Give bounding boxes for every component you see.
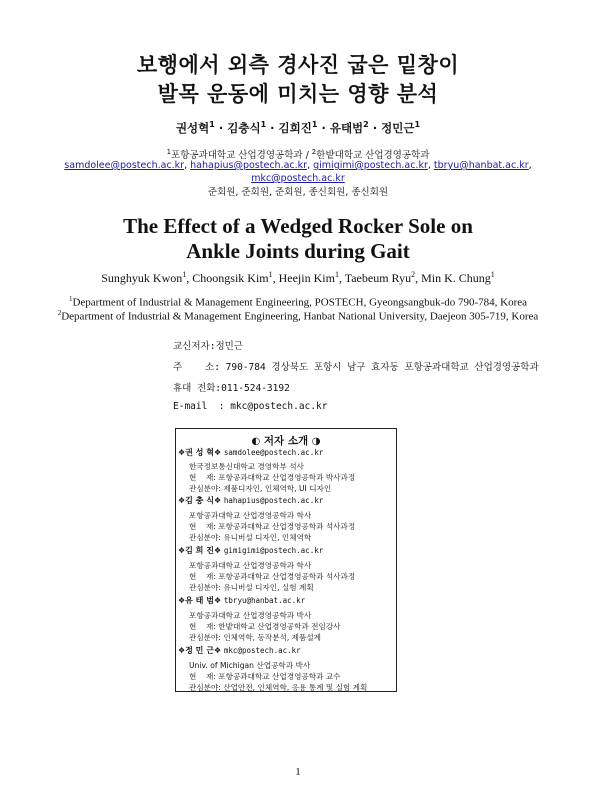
- diamond-bullet-icon: ❖: [213, 448, 222, 457]
- korean-author-name: 김희진: [278, 121, 312, 135]
- bio-line: 관심분야: 유니버설 디자인, 인체역학: [189, 533, 312, 542]
- korean-author-name: 유태범: [329, 121, 364, 135]
- bio-box-title: 저자 소개: [260, 435, 312, 447]
- korean-authors: [0, 120, 596, 136]
- english-authors: [0, 270, 596, 286]
- english-author-name: Taebeum Ryu: [344, 271, 412, 285]
- affiliation-1: 포항공과대학교 산업경영공학과 /: [171, 150, 312, 162]
- bio-name-text: 유 태 범: [185, 596, 214, 605]
- bio-line: 현 재: 포항공과대학교 산업경영공학과 박사과정: [189, 473, 356, 482]
- english-author-name: Heejin Kim: [278, 271, 335, 285]
- bio-line: 현 재: 포항공과대학교 산업경영공학과 교수: [189, 672, 341, 681]
- phone-label: 휴대 전화:: [173, 383, 222, 394]
- author-affiliation-mark: 1: [268, 270, 273, 279]
- author-affiliation-mark: 1: [414, 120, 421, 130]
- membership: 준회원, 준회원, 준회원, 종신회원, 종신회원: [207, 187, 389, 198]
- author-bio-box: [175, 428, 397, 692]
- affiliation-text: Department of Industrial & Management Engineering, Hanbat National University, Daejeon 305-719, Korea: [61, 310, 539, 323]
- affiliation-2: 한밭대학교 산업경영공학과: [316, 150, 430, 162]
- diamond-bullet-icon: ❖: [178, 448, 186, 457]
- email-separator: ,: [307, 160, 314, 171]
- bio-line: 현 재: 한밭대학교 산업경영공학과 전임강사: [189, 622, 341, 631]
- bio-name-text: 김 희 진: [185, 546, 214, 555]
- diamond-bullet-icon: ❖: [213, 596, 222, 605]
- author-affiliation-mark: 1: [334, 270, 339, 279]
- bio-line: 포항공과대학교 산업경영공학과 박사: [189, 611, 312, 620]
- author-separator: ·: [368, 121, 382, 135]
- bio-name-text: 권 성 혁: [185, 448, 214, 457]
- author-emails: [0, 159, 596, 173]
- author-affiliation-mark: 1: [182, 270, 187, 279]
- bio-email: gimigimi@postech.ac.kr: [223, 546, 324, 555]
- phone: [173, 380, 290, 394]
- email-link[interactable]: gimigimi@postech.ac.kr: [313, 160, 428, 171]
- bio-line: Univ. of Michigan 산업공학과 박사: [189, 661, 311, 670]
- bio-line: 관심분야: 산업안전, 인체역학, 응용 통계 및 실험 계획: [189, 683, 368, 692]
- diamond-bullet-icon: ❖: [178, 496, 186, 505]
- affiliation-mark: 2: [311, 148, 317, 156]
- bio-email: samdolee@postech.ac.kr: [223, 448, 324, 457]
- diamond-bullet-icon: ❖: [213, 646, 222, 655]
- bio-line: 포항공과대학교 산업경영공학과 학사: [189, 561, 312, 570]
- english-author-name: Sunghyuk Kwon: [101, 271, 183, 285]
- address: [173, 359, 539, 373]
- email-link[interactable]: tbryu@hanbat.ac.kr: [433, 160, 529, 171]
- email-value: mkc@postech.ac.kr: [230, 401, 328, 412]
- bio-author-name: [178, 495, 323, 506]
- bio-line: 관심분야: 인체역학, 동작분석, 제품설계: [189, 633, 321, 642]
- affiliation-mark: 2: [57, 309, 62, 317]
- affiliation-text: Department of Industrial & Management Engineering, POSTECH, Gyeongsangbuk-do 790-784, Korea: [72, 296, 528, 309]
- author-separator: ,: [272, 271, 279, 285]
- bio-author-name: [178, 545, 323, 556]
- diamond-bullet-icon: ❖: [178, 596, 186, 605]
- email-separator: ,: [528, 160, 532, 171]
- author-separator: ·: [266, 121, 279, 135]
- korean-author-name: 권성혁: [175, 121, 210, 135]
- bio-author-name: [178, 645, 301, 656]
- email-separator: ,: [184, 160, 191, 171]
- author-separator: ,: [186, 271, 193, 285]
- author-separator: ·: [317, 121, 330, 135]
- english-title-line1: The Effect of a Wedged Rocker Sole on: [123, 214, 473, 238]
- contact-email: [173, 401, 327, 412]
- author-emails-line2: [0, 172, 596, 186]
- address-label: 주 소:: [173, 362, 226, 373]
- author-separator: ·: [214, 121, 228, 135]
- email-separator: ,: [427, 160, 434, 171]
- bio-line: 포항공과대학교 산업경영공학과 학사: [189, 511, 312, 520]
- author-affiliation-mark: 2: [411, 270, 416, 279]
- diamond-bullet-icon: ❖: [213, 546, 222, 555]
- bio-line: 관심분야: 제품디자인, 인체역학, UI 디자인: [189, 484, 332, 493]
- author-affiliation-mark: 1: [490, 270, 495, 279]
- page-number: 1: [295, 766, 301, 778]
- bio-author-name: [178, 595, 305, 606]
- korean-author-name: 김충식: [227, 121, 261, 135]
- english-title-line2: Ankle Joints during Gait: [186, 239, 410, 263]
- email-label: E-mail :: [173, 401, 231, 412]
- bio-box-header: [176, 433, 396, 448]
- author-affiliation-mark: 1: [311, 120, 318, 130]
- affiliation-mark: 1: [166, 148, 172, 156]
- email-link[interactable]: mkc@postech.ac.kr: [251, 173, 345, 184]
- corresponding-author: [173, 338, 243, 352]
- diamond-bullet-icon: ❖: [213, 496, 222, 505]
- email-link[interactable]: samdolee@postech.ac.kr: [64, 160, 185, 171]
- korean-author-name: 정민근: [381, 121, 415, 135]
- half-circle-right-icon: ◑: [311, 436, 321, 447]
- diamond-bullet-icon: ❖: [178, 646, 186, 655]
- english-author-name: Min K. Chung: [421, 271, 491, 285]
- email-link[interactable]: hahapius@postech.ac.kr: [190, 160, 308, 171]
- author-separator: ,: [338, 271, 345, 285]
- diamond-bullet-icon: ❖: [178, 546, 186, 555]
- bio-line: 관심분야: 유니버설 디자인, 실험 계획: [189, 583, 314, 592]
- corresponding-value: 정민근: [215, 341, 243, 352]
- affiliation-mark: 1: [68, 295, 73, 303]
- bio-name-text: 김 충 식: [185, 496, 214, 505]
- english-author-name: Choongsik Kim: [192, 271, 269, 285]
- bio-line: 한국정보통신대학교 경영학부 석사: [189, 462, 304, 471]
- bio-email: mkc@postech.ac.kr: [223, 646, 301, 655]
- bio-email: hahapius@postech.ac.kr: [223, 496, 324, 505]
- bio-name-text: 정 민 근: [185, 646, 214, 655]
- author-separator: ,: [415, 271, 422, 285]
- korean-title-line2: 발목 운동에 미치는 영향 분석: [157, 82, 439, 106]
- korean-title-line1: 보행에서 외측 경사진 굽은 밑창이: [136, 53, 460, 77]
- english-affiliation-2: [0, 306, 596, 324]
- phone-value: 011-524-3192: [221, 383, 290, 394]
- corresponding-label: 교신저자:: [173, 341, 216, 352]
- author-affiliation-mark: 1: [260, 120, 267, 130]
- bio-author-name: [178, 447, 323, 458]
- author-affiliation-mark: 1: [209, 120, 215, 130]
- address-value: 790-784 경상북도 포항시 남구 효자동 포항공과대학교 산업경영공학과: [225, 362, 539, 373]
- author-affiliation-mark: 2: [363, 120, 369, 130]
- bio-email: tbryu@hanbat.ac.kr: [223, 596, 306, 605]
- bio-line: 현 재: 포항공과대학교 산업경영공학과 석사과정: [189, 572, 356, 581]
- bio-line: 현 재: 포항공과대학교 산업경영공학과 석사과정: [189, 522, 356, 531]
- half-circle-left-icon: ◐: [251, 436, 261, 447]
